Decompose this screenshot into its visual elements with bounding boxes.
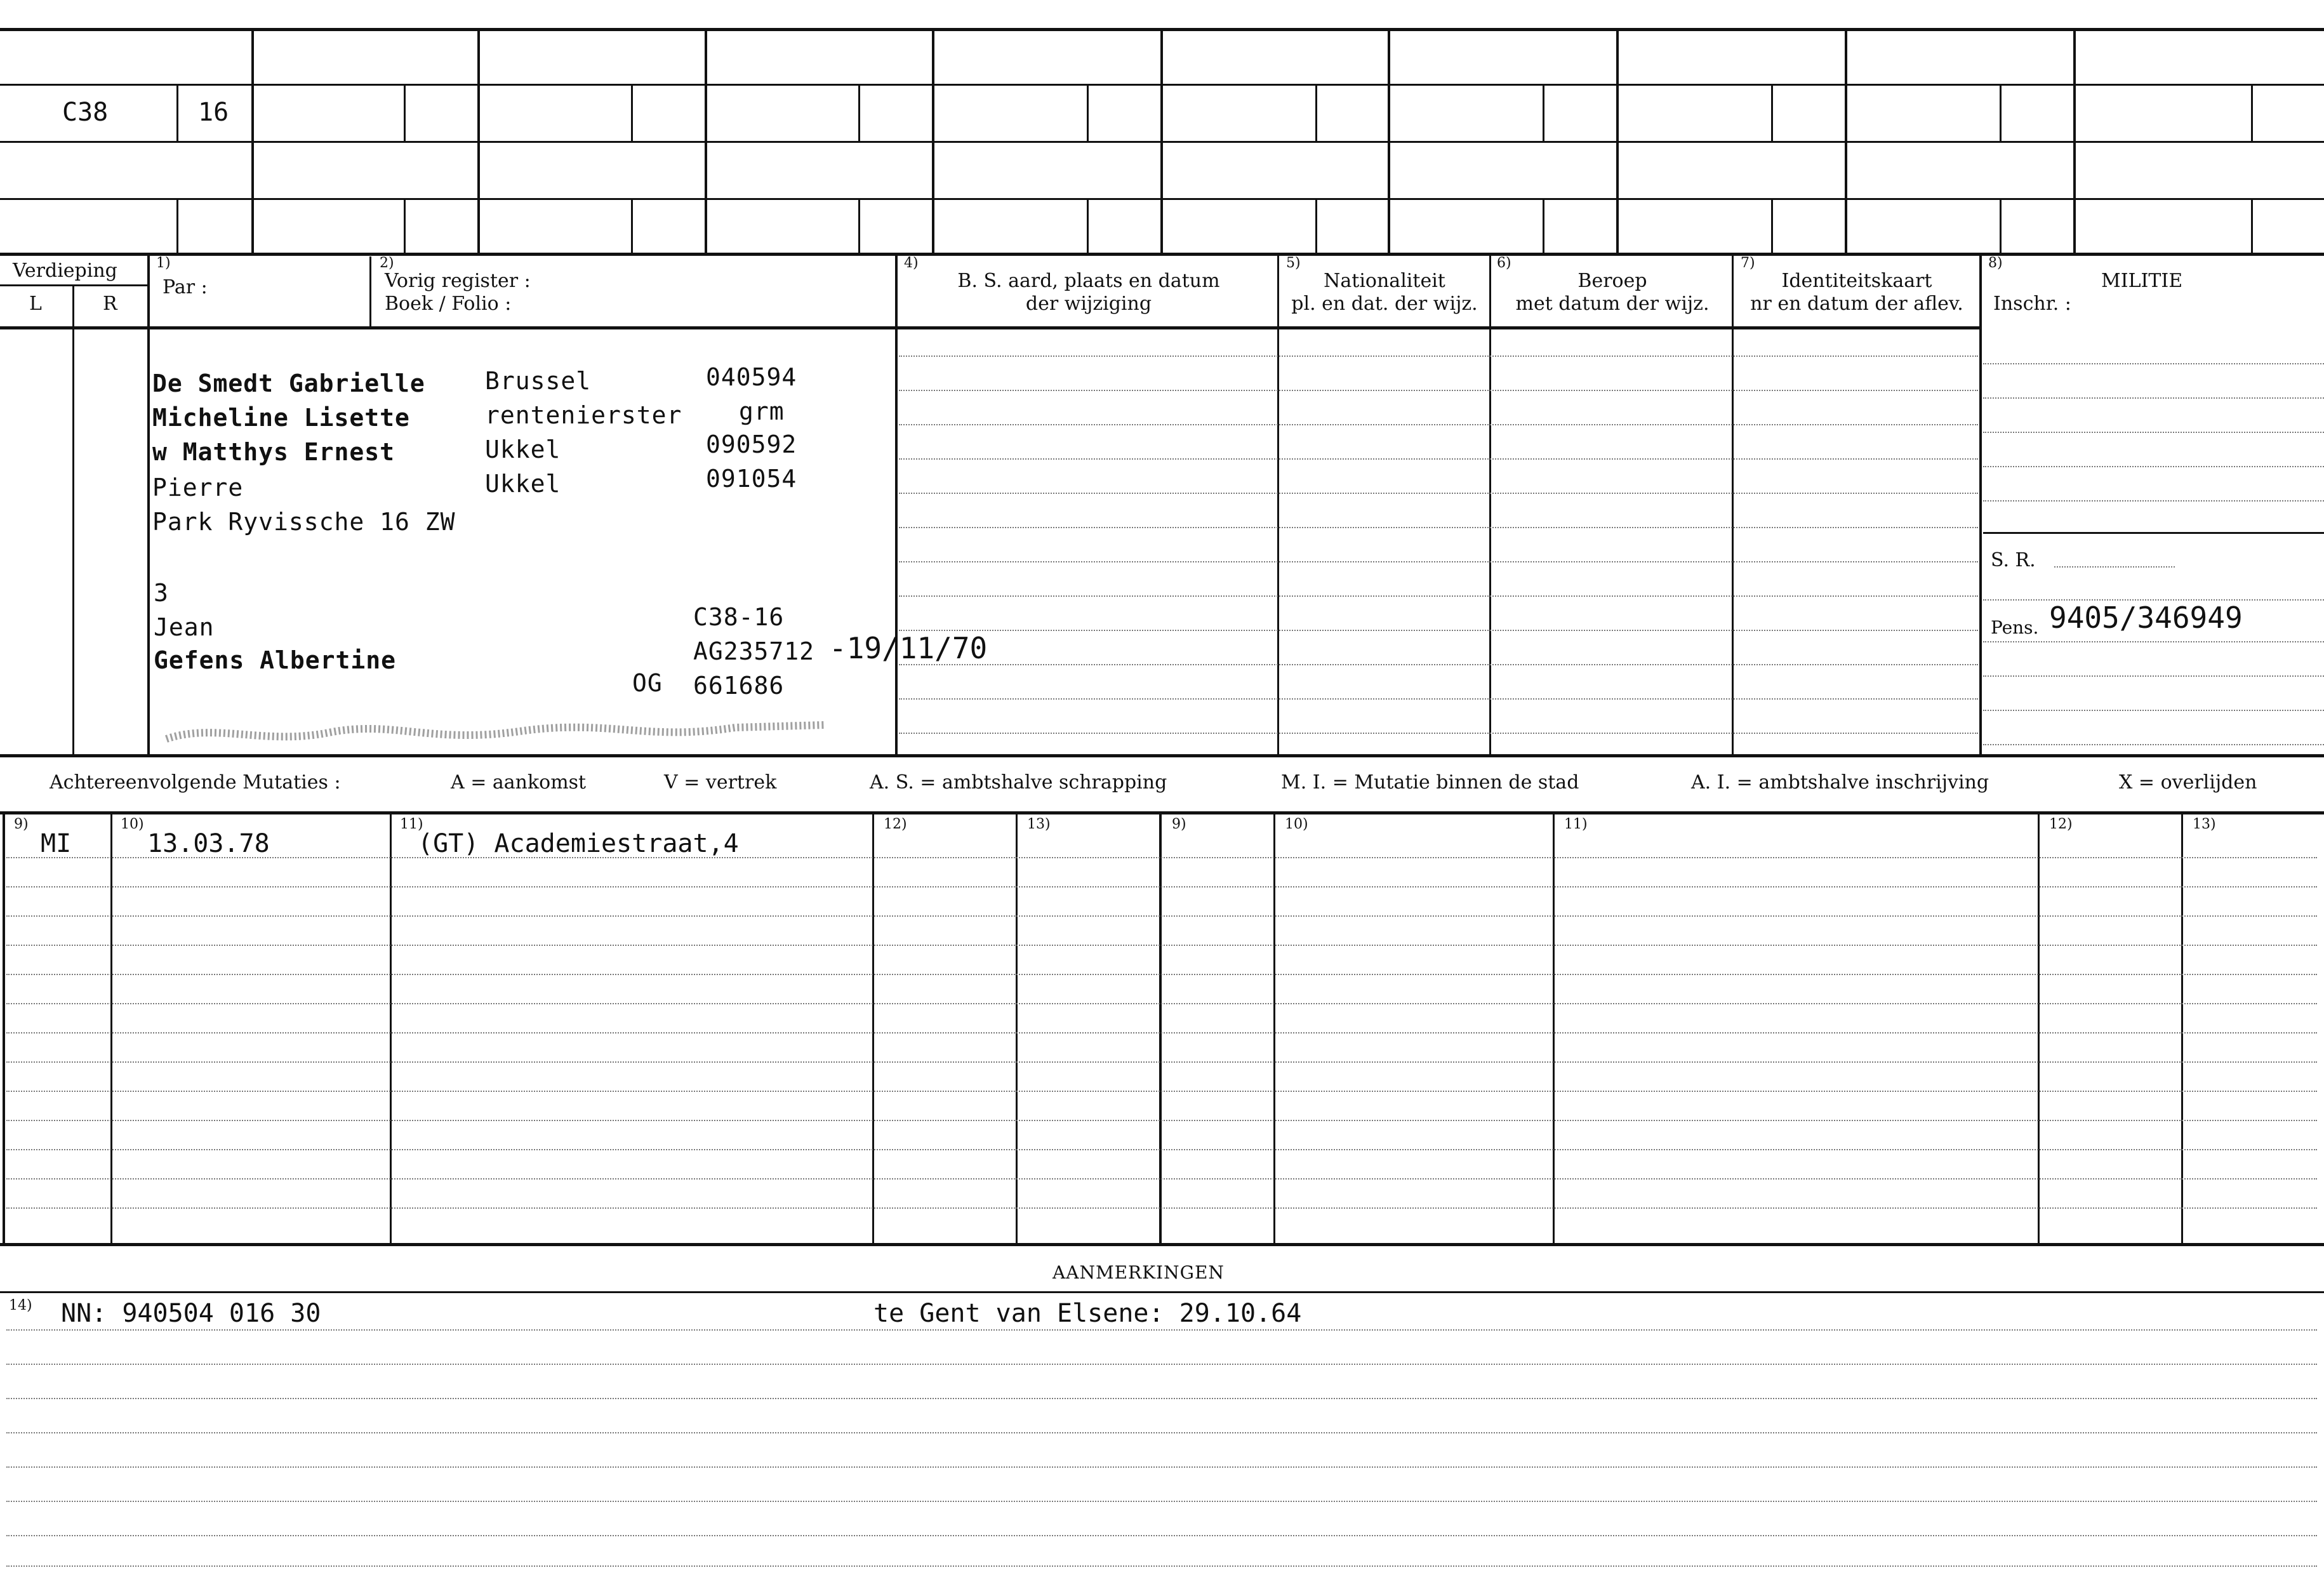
top-grid-subdivider [1543,198,1544,253]
dotted-line [899,664,1978,665]
legend-top-border [0,754,2324,757]
dotted-line [6,1207,2317,1209]
record-extra-number: 3 [154,579,169,607]
record-place: Brussel [485,367,592,395]
legend-intro: Achtereenvolgende Mutaties : [50,771,341,794]
record-ref1: C38-16 [693,603,785,631]
par-column-number: 1) [156,255,171,271]
legend-arrival: A = aankomst [451,771,587,794]
ber-column-border [1489,253,1491,754]
record-name: De Smedt Gabrielle [152,369,425,397]
remarks-note: te Gent van Elsene: 29.10.64 [873,1299,1302,1328]
militie-label: MILITIE [2101,270,2183,292]
mutation-col-number: 12) [2049,816,2073,832]
top-grid-subdivider [2251,84,2253,141]
top-grid-subdivider [631,198,633,253]
dotted-line [899,733,1978,734]
dotted-line [6,1466,2317,1468]
nat-header-line2: pl. en dat. der wijz. [1291,293,1478,315]
record-ref2-date: -19/11/70 [829,631,988,665]
top-grid-subdivider [404,198,406,253]
dotted-line [6,945,2317,946]
building-code: C38 [62,98,109,127]
top-grid-divider [251,28,254,253]
top-grid-subdivider [1771,198,1773,253]
record-ref2: AG235712 [693,637,815,665]
legend-internal-mutation: M. I. = Mutatie binnen de stad [1281,771,1579,794]
record-date: grm [739,397,785,425]
record-date: 091054 [706,465,797,493]
inschr-label: Inschr. : [1993,293,2071,315]
id-column-border [1732,253,1734,754]
dotted-line [2054,566,2175,568]
top-grid-subdivider [1087,84,1089,141]
record-first-name: Jean [154,613,215,641]
bs-header-line1: B. S. aard, plaats en datum [957,270,1220,292]
top-grid-subdivider [1315,84,1317,141]
top-grid-subdivider [2000,84,2002,141]
id-column-number: 7) [1741,255,1755,271]
dotted-line [6,1432,2317,1433]
dotted-line [899,595,1978,597]
top-grid-subdivider [858,84,860,141]
mutation-col-number: 11) [400,816,423,832]
dotted-line [899,458,1978,460]
vorig-register-label: Vorig register : [385,270,531,292]
dotted-line [6,1120,2317,1121]
dotted-line [899,356,1978,357]
floor-column-border [147,253,150,754]
top-grid-subdivider [1771,84,1773,141]
militie-divider [1983,532,2324,534]
militie-column-number: 8) [1988,255,2003,271]
mutation-col-number: 9) [14,816,29,832]
floor-column-divider [72,284,74,754]
top-grid-subdivider [176,198,178,253]
record-date: 090592 [706,430,797,458]
mutation-col-number: 12) [884,816,907,832]
dotted-line [1983,363,2324,364]
ber-header-line1: Beroep [1577,270,1647,292]
dotted-line [899,390,1978,391]
sr-label: S. R. [1991,549,2036,571]
bs-header-line2: der wijziging [1025,293,1152,315]
mutation-col-number: 13) [2193,816,2216,832]
top-grid-subdivider [858,198,860,253]
nat-column-number: 5) [1286,255,1301,271]
national-number: NN: 940504 016 30 [61,1299,321,1328]
mutation-col-number: 10) [121,816,144,832]
record-spouse: Gefens Albertine [154,646,397,674]
mutation-date: 13.03.78 [147,829,270,858]
dotted-line [6,1364,2317,1365]
par-label: Par : [163,276,208,298]
top-grid-subdivider [1543,84,1544,141]
dotted-line [1983,641,2324,642]
legend-official-registration: A. I. = ambtshalve inschrijving [1691,771,1989,794]
pension-number: 9405/346949 [2049,601,2243,635]
legend-official-removal: A. S. = ambtshalve schrapping [870,771,1167,794]
top-grid-divider [1616,28,1619,253]
dotted-line [6,1329,2317,1331]
mutation-address: (GT) Academiestraat,4 [418,829,739,858]
par-divider [369,256,371,326]
dotted-line [6,1398,2317,1399]
top-grid-subdivider [404,84,406,141]
verdieping-label: Verdieping [13,260,117,282]
mutation-column-border [3,811,5,1243]
top-grid-divider [705,28,707,253]
dotted-line [899,561,1978,562]
top-grid-subdivider [631,84,633,141]
remarks-divider [0,1291,2324,1293]
boek-folio-label: Boek / Folio : [385,293,512,315]
smudge-mark [164,714,837,749]
mutation-code: MI [41,829,72,858]
dotted-line [6,1032,2317,1033]
dotted-line [899,424,1978,425]
record-place: Ukkel [485,470,561,498]
top-grid-border [0,253,2324,256]
mutation-col-number: 9) [1172,816,1186,832]
record-og-number: 661686 [693,672,785,700]
legend-departure: V = vertrek [664,771,777,794]
mutation-col-number: 13) [1027,816,1051,832]
mutation-col-number: 11) [1564,816,1588,832]
dotted-line [1983,432,2324,433]
building-number: 16 [198,98,229,127]
legend-death: X = overlijden [2119,771,2257,794]
top-grid-divider [932,28,934,253]
record-address: Park Ryvissche 16 ZW [152,508,456,536]
dotted-line [6,1565,2317,1567]
dotted-line [899,527,1978,528]
dotted-line [899,630,1978,631]
top-grid-subdivider [176,84,178,141]
top-grid-subdivider [1087,198,1089,253]
dotted-line [6,886,2317,887]
dotted-line [1983,397,2324,399]
record-name: Micheline Lisette [152,404,410,432]
dotted-line [6,1178,2317,1180]
record-place: Ukkel [485,435,561,463]
mutations-top-border [0,811,2324,814]
top-grid-divider [1845,28,1847,253]
record-og-label: OG [632,669,663,697]
dotted-line [1983,500,2324,502]
top-grid-divider [1388,28,1390,253]
dotted-line [899,698,1978,700]
nat-column-border [1277,253,1279,754]
mutation-col-number: 10) [1285,816,1308,832]
dotted-line [6,1091,2317,1092]
remarks-column-number: 14) [9,1298,32,1313]
top-grid-divider [1160,28,1163,253]
top-grid-divider [477,28,480,253]
dotted-line [1983,466,2324,467]
dotted-line [6,1535,2317,1536]
dotted-line [6,974,2317,975]
record-name: w Matthys Ernest [152,438,395,466]
vorig-column-number: 2) [380,255,394,271]
top-grid-subdivider [2251,198,2253,253]
floor-left-label: L [29,293,42,315]
bs-column-number: 4) [904,255,919,271]
dotted-line [6,915,2317,917]
bs-column-border [895,253,898,754]
ber-column-number: 6) [1497,255,1511,271]
dotted-line [6,1149,2317,1150]
remarks-title: AANMERKINGEN [1052,1262,1225,1283]
record-name: Pierre [152,474,244,502]
id-header-line1: Identiteitskaart [1781,270,1932,292]
nat-header-line1: Nationaliteit [1324,270,1445,292]
dotted-line [6,1501,2317,1502]
record-date: 040594 [706,363,797,391]
dotted-line [6,857,2317,858]
header-bottom-border [0,326,1981,329]
dotted-line [1983,744,2324,745]
dotted-line [6,1003,2317,1004]
top-grid-subdivider [2000,198,2002,253]
record-place: rentenierster [485,401,682,429]
dotted-line [899,493,1978,494]
top-grid-subdivider [1315,198,1317,253]
mutations-bottom-border [0,1243,2324,1246]
dotted-line [6,1061,2317,1063]
top-grid-divider [2073,28,2076,253]
floor-right-label: R [103,293,117,315]
dotted-line [1983,710,2324,711]
pens-label: Pens. [1991,617,2039,638]
id-header-line2: nr en datum der aflev. [1750,293,1963,315]
dotted-line [1983,675,2324,677]
ber-header-line2: met datum der wijz. [1515,293,1710,315]
militie-column-border [1979,253,1982,754]
